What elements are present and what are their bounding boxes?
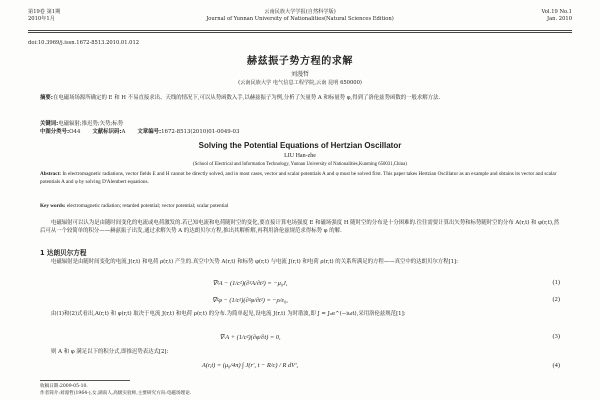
equation-4 [0, 362, 560, 373]
equation-3 [0, 333, 560, 344]
clc-value: O44 [69, 129, 81, 135]
running-header [28, 9, 572, 31]
chinese-keywords-label: 关键词: [40, 121, 59, 127]
body-paragraph-3: 由(1)和(2)式看出,A(r,t) 和 φ(r,t) 取决于电流 J(r,t) 和电荷 ρ(r,t) 的分布.为简单起见,设电流 J(r,t) 为时谐波,即 J = J₀e^(−iωt),采用洛伦兹规范[1]: [51, 311, 406, 317]
classification-line [40, 127, 560, 135]
header-rule-bottom [28, 32, 572, 33]
english-keywords-text: electromagnetic radiation; retarded potential; vector potential; scalar potential [66, 203, 229, 209]
english-abstract-text: In electromagnetic radiations, vector fields E and H cannot be directly solved, and in most cases, vector and scalar potentials A and φ must be solved first. This paper takes Hertzian Oscillator as an example and obtains its vector and scalar potentials A and φ by solving D'Alembert equations. [40, 171, 557, 185]
article-no-label: 文章编号: [137, 129, 162, 135]
equation-1-number: (1) [552, 279, 560, 286]
english-keywords [40, 203, 560, 209]
chinese-keywords-text: 电磁辐射;推迟势;矢势;标势 [58, 121, 124, 127]
journal-name-cn: 云南民族大学学报(自然科学版) [264, 9, 336, 15]
chinese-keywords [40, 119, 560, 127]
english-affiliation: (School of Electrical and Information Technology, Yunnan University of Nationalities,Kunming 650031,China) [193, 162, 407, 167]
volume-issue: 第19卷 第1期 [28, 9, 61, 15]
equation-3-number: (3) [552, 333, 560, 340]
equation-2 [0, 296, 560, 307]
section-heading: 1 达朗贝尔方程 [40, 249, 87, 257]
footnote-received: 收稿日期:2009-05-10. [40, 384, 88, 389]
publication-date-en: Jan. 2010 [546, 16, 572, 22]
chinese-abstract [40, 94, 560, 102]
english-title: Solving the Potential Equations of Hertzian Oscillator [198, 141, 402, 150]
chinese-author: 刘漫哲 [290, 71, 309, 78]
body-paragraph-2: 电磁辐射是由随时间变化的电流 J(r,t) 和电荷 ρ(r,t) 产生的.真空中矢势 A(r,t) 和标势 φ(r,t) 与电流 J(r,t) 和电荷 ρ(r,t) 的关系所满足的方程——真空中的达朗贝尔方程[1]: [51, 259, 458, 265]
journal-name-en: Journal of Yunnan University of Nationalities(Natural Sciences Edition) [206, 16, 394, 22]
chinese-abstract-text: 在电磁场场源所确定的 E 和 H 不易直接求出、天线的情况下,可以从势函数入手,以赫兹振子为例,分析了矢量势 A 和标量势 φ,得到了洛伦兹势函数的一般求解方法. [52, 95, 441, 101]
english-abstract-label: Abstract: [40, 171, 62, 177]
equation-1 [0, 279, 560, 290]
doc-code-label: 文献标识码: [92, 129, 122, 135]
body-paragraph-1: 电磁辐射可以认为是由随时间变化的电流或电荷激发的.若已知电流和电荷随时空的变化,要直接计算电场强度 E 和磁场强度 H 随时空的分布是十分困难的.往往需要计算出矢势和标势随时空的分布 A(r,t) 和 φ(r,t),然后可从一个较简单的积分——赫兹振子出发,通过求解矢势 A 的达朗贝尔方程,推出其解析解,再利用洛伦兹规范求得标势 φ 的解. [40, 220, 560, 234]
doi: doi:10.3969/j.issn.1672-8513.2010.01.012 [28, 40, 140, 46]
doc-code-value: A [121, 129, 126, 135]
chinese-title: 赫兹振子势方程的求解 [247, 56, 353, 67]
equation-3-body: ∇·A + (1/c²)(∂φ/∂t) = 0, [219, 334, 281, 341]
body-paragraph-4: 则 A 和 φ 满足以下的积分式,即推迟势表达式[2]: [51, 349, 169, 355]
english-author: LIU Han-zhe [284, 153, 316, 159]
equation-2-number: (2) [552, 296, 560, 303]
english-abstract [40, 171, 560, 186]
volume-issue-en: Vol.19 No.1 [541, 9, 572, 15]
header-left [28, 9, 60, 23]
chinese-abstract-label: 摘要: [40, 95, 53, 101]
footnote-author-bio: 作者简介:刘漫哲(1964-),女,湖南人,高级实验师,主要研究方向:电磁场理论. [40, 391, 192, 396]
clc-label: 中图分类号: [40, 129, 70, 135]
chinese-affiliation: (云南民族大学 电气信息工程学院,云南 昆明 650000) [238, 80, 362, 86]
equation-4-number: (4) [552, 362, 560, 369]
header-right [542, 9, 572, 23]
equation-2-body: ∇²φ − (1/c²)(∂²φ/∂t²) = −ρ/ε₀, [212, 297, 288, 304]
header-rule-top [28, 30, 572, 31]
english-keywords-label: Key words: [40, 203, 66, 209]
publication-date: 2010年1月 [28, 16, 55, 22]
footnote-rule [40, 380, 130, 381]
header-center [148, 9, 452, 23]
equation-1-body: ∇²A − (1/c²)(∂²A/∂t²) = −μ₀J, [212, 280, 288, 287]
article-no-value: 1672-8513(2010)01-0049-03 [161, 129, 240, 135]
equation-4-body: A(r,t) = (μ₀/4π) ∫ J(r′, t − R/c) / R dV′, [201, 362, 299, 369]
